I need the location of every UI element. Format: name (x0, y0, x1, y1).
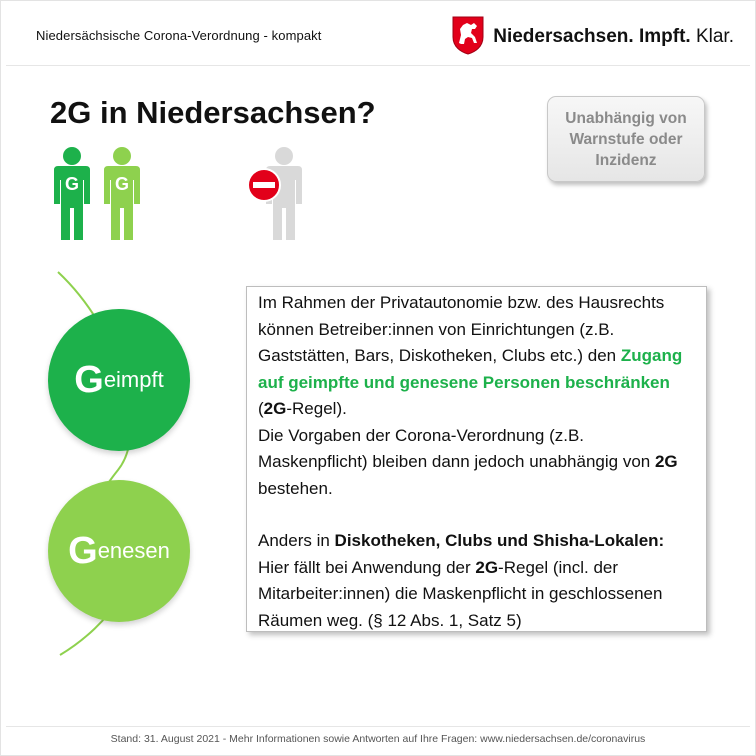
genesen-circle (48, 480, 190, 622)
geimpft-rest: eimpft (103, 367, 164, 392)
paragraph-3 (258, 528, 696, 634)
person2-label: G (114, 174, 129, 194)
badge-line3: Inzidenz (595, 151, 657, 169)
footer-text: Stand: 31. August 2021 - Mehr Informationen sowie Antworten auf Ihre Fragen: www.niedersachsen.de/coronavirus (6, 726, 750, 745)
paragraph-2 (258, 423, 696, 503)
p3-bold2: 2G (475, 557, 499, 577)
brand-part3: Klar. (695, 26, 734, 47)
genesen-rest: enesen (97, 538, 170, 563)
badge-line2: Warnstufe oder (569, 130, 683, 148)
p2-text-b: bestehen. (258, 478, 333, 498)
geimpft-initial: G (74, 358, 104, 401)
page-title: 2G in Niedersachsen? (50, 95, 376, 130)
paragraph-gap (258, 502, 696, 528)
p1-text-a: Im Rahmen der Privatautonomie bzw. des Hausrechts können Betreiber:innen von Einrichtungen (z.B. Gaststätten, Bars, Diskotheken, Clubs etc.) den (258, 293, 665, 365)
p3-bold: Diskotheken, Clubs und Shisha-Lokalen: (334, 531, 665, 550)
badge-line1: Unabhängig von (565, 109, 687, 127)
p1-highlight: Zugang auf geimpfte und genesene Personen beschränken (258, 346, 683, 392)
genesen-initial: G (68, 529, 98, 572)
p1-text-c: -Regel). (286, 399, 347, 418)
p1-bold: 2G (263, 399, 287, 418)
p3-text-a: Anders in (258, 531, 335, 550)
p3-text-b: Hier fällt bei Anwendung der (258, 557, 476, 577)
brand-part1: Niedersachsen. (493, 26, 634, 47)
person1-label: G (64, 174, 79, 194)
p3-text-c: -Regel (incl. der Mitarbeiter:innen) die Maskenpflicht in geschlossenen Räumen weg. (§ 12 Abs. 1, Satz 5) (258, 557, 663, 630)
p2-bold: 2G (654, 452, 678, 471)
header-title: Niedersächsische Corona-Verordnung - kompakt (36, 28, 322, 43)
brand-part2: Impft. (638, 26, 691, 47)
p2-text-a: Die Vorgaben der Corona-Verordnung (z.B. Maskenpflicht) bleiben dann jedoch unabhängig von (258, 425, 655, 471)
paragraph-1 (258, 290, 696, 423)
info-textbox (246, 286, 707, 632)
geimpft-circle (48, 309, 190, 451)
p1-text-b: ( (258, 399, 264, 418)
